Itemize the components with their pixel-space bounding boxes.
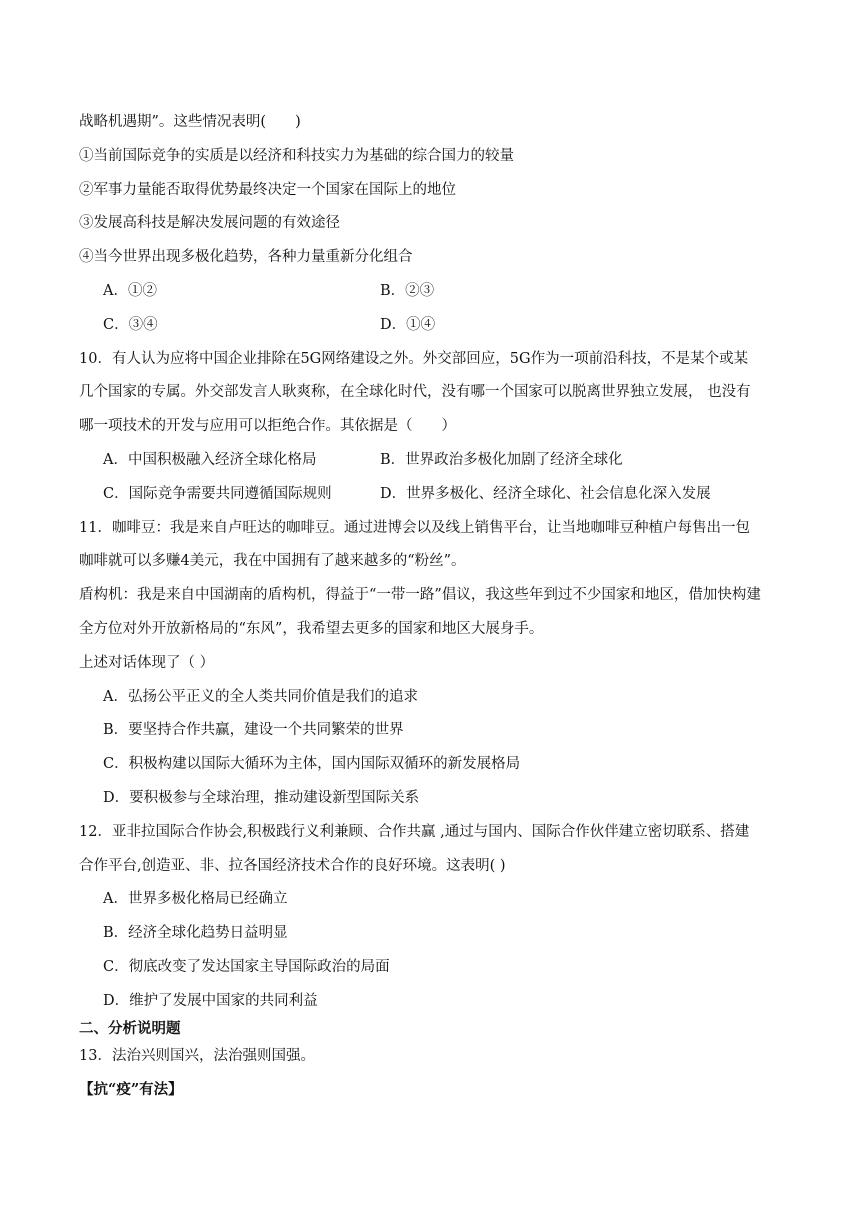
q11-stem-line-3: 盾构机：我是来自中国湖南的盾构机，得益于“一带一路”倡议，我这些年到过不少国家和地区，借加快构建 — [79, 587, 761, 603]
q9-option-c: C．③④ — [103, 317, 158, 333]
q11-option-a: A．弘扬公平正义的全人类共同价值是我们的追求 — [103, 689, 418, 705]
q11-option-d: D．要积极参与全球治理，推动建设新型国际关系 — [103, 790, 420, 806]
q11-stem-line-1: 11．咖啡豆：我是来自卢旺达的咖啡豆。通过进博会以及线上销售平台，让当地咖啡豆种植户每售出一包 — [79, 520, 750, 536]
q13-subheading: 【抗“疫”有法】 — [79, 1081, 183, 1098]
q11-stem-line-4: 全方位对外开放新格局的“东风”，我希望去更多的国家和地区大展身手。 — [79, 621, 544, 637]
q12-option-a: A．世界多极化格局已经确立 — [103, 891, 288, 907]
q13-stem: 13．法治兴则国兴，法治强则国强。 — [79, 1048, 315, 1064]
q10-option-b: B．世界政治多极化加剧了经济全球化 — [380, 452, 623, 468]
q11-option-c: C．积极构建以国际大循环为主体，国内国际双循环的新发展格局 — [103, 756, 521, 772]
q11-stem-line-2: 咖啡就可以多赚4美元，我在中国拥有了越来越多的“粉丝”。 — [79, 553, 466, 569]
q9-statement-3: ③发展高科技是解决发展问题的有效途径 — [79, 215, 340, 231]
q10-stem-line-2: 几个国家的专属。外交部发言人耿爽称，在全球化时代，没有哪一个国家可以脱离世界独立发展， 也没有 — [79, 384, 751, 400]
q10-option-a: A．中国积极融入经济全球化格局 — [103, 452, 317, 468]
q9-option-a: A．①② — [103, 283, 157, 299]
q12-stem-line-1: 12．亚非拉国际合作协会,积极践行义利兼顾、合作共赢 ,通过与国内、国际合作伙伴建立密切联系、搭建 — [79, 824, 750, 840]
q10-stem-line-1: 10．有人认为应将中国企业排除在5G网络建设之外。外交部回应，5G作为一项前沿科技，不是某个或某 — [79, 351, 749, 367]
q12-option-c: C．彻底改变了发达国家主导国际政治的局面 — [103, 959, 390, 975]
q12-option-b: B．经济全球化趋势日益明显 — [103, 925, 288, 941]
q10-stem-line-3: 哪一项技术的开发与应用可以拒绝合作。其依据是（ ） — [79, 418, 456, 434]
section-heading: 二、分析说明题 — [79, 1020, 181, 1037]
q9-statement-2: ②军事力量能否取得优势最终决定一个国家在国际上的地位 — [79, 182, 456, 198]
q9-option-d: D．①④ — [380, 317, 436, 333]
q9-statement-4: ④当今世界出现多极化趋势，各种力量重新分化组合 — [79, 249, 413, 265]
q10-option-d: D．世界多极化、经济全球化、社会信息化深入发展 — [380, 486, 711, 502]
q9-option-b: B．②③ — [380, 283, 435, 299]
q10-option-c: C．国际竞争需要共同遵循国际规则 — [103, 486, 332, 502]
q9-stem-continued: 战略机遇期”。这些情况表明( ) — [79, 114, 301, 130]
q12-stem-line-2: 合作平台,创造亚、非、拉各国经济技术合作的良好环境。这表明( ) — [79, 858, 506, 874]
q9-statement-1: ①当前国际竞争的实质是以经济和科技实力为基础的综合国力的较量 — [79, 148, 514, 164]
q11-option-b: B．要坚持合作共赢，建设一个共同繁荣的世界 — [103, 722, 404, 738]
q12-option-d: D．维护了发展中国家的共同利益 — [103, 993, 318, 1009]
q11-stem-line-5: 上述对话体现了（ ） — [79, 655, 215, 671]
